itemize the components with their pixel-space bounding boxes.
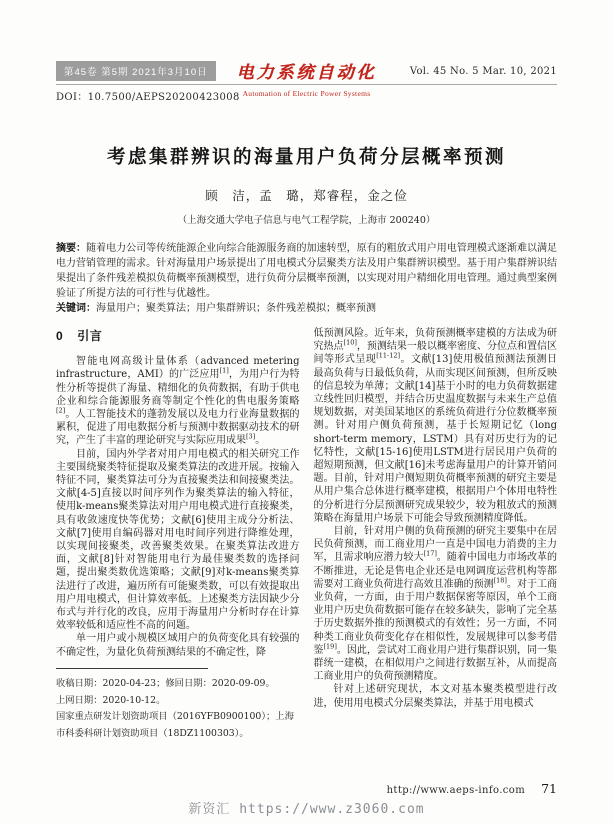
affiliation: （上海交通大学电子信息与电气工程学院，上海市 200240） [177,215,436,226]
right-column [314,327,558,743]
left-column [56,327,300,743]
paragraph: 针对上述研究现状，本文对基本聚类模型进行改进，使用用电模式分层聚类算法，并基于用电模式 [313,684,557,709]
authors: 顾 洁，孟 璐，郑睿程，金之俭 [205,188,408,203]
article-content [56,143,557,743]
keywords [56,301,557,316]
paragraph: 智能电网高级计量体系（advanced metering infrastructure，AMI）的广泛应用[1]，为用户行为特性分析等提供了海量、精细化的负荷数据，有助于供电企业和综合能源服务商等制定个性化的售电服务策略[2]。人工智能技术的蓬勃发展以及电力行业海量数据的累积，促进了用电数据分析与预测中数据驱动技术的研究，产生了丰富的理论研究与实际应用成果[3]。 [56,356,300,447]
paragraph: 目前，国内外学者对用户用电模式的相关研究工作主要围绕聚类特征提取及聚类算法的改进开展。按输入特征不同，聚类算法可分为直接聚类法和间接聚类法。文献[4-5]直接以时间序列作为聚类算法的输入特征，使用k-means聚类算法对用户用电模式进行直接聚类，具有收敛速度快等优势；文献[6]使用主成分分析法、文献[7]使用自编码器对用电时间序列进行降维处理，以实现间接聚类，改善聚类效果。在聚类算法改进方面，文献[8]针对智能用电行为最佳聚类数的选择问题，提出聚类数优选策略；文献[9]对k-means聚类算法进行了改进，遍历所有可能聚类数，可以有效提取出用户用电模式，但计算效率低。上述聚类方法因缺少分布式与并行化的改良，应用于海量用户分析时存在计算效率较低和适应性不高的问题。 [56,448,300,632]
page-footer [387,781,557,796]
page-number: 71 [541,781,557,796]
doi-text: DOI：10.7500/AEPS20200423008 [56,92,240,103]
abstract-text: 随着电力公司等传统能源企业向综合能源服务商的加速转型，原有的粗放式用户用电管理模式逐渐难以满足电力营销管理的需求。针对海量用户场景提出了用电模式分层聚类方法及用户集群辨识模型。基于用户集群辨识结果提出了条件残差模拟负荷概率预测模型，进行负荷分层概率预测，以实现对用户精细化用电管理。通过典型案例验证了所提方法的可行性与优越性。 [56,243,558,299]
abstract-label: 摘要： [56,243,87,254]
abstract [56,241,557,301]
footnote-line: 收稿日期：2020-04-23；修回日期：2020-09-09。 [56,677,275,689]
journal-name-cn: 电力系统自动化 [236,63,377,83]
issue-badge: 第45卷 第5期 2021年3月10日 [56,61,216,81]
footnote-line: 国家重点研发计划资助项目（2016YFB0900100）；上海市科委科研计划资助项目（18DZ1100303）。 [56,711,294,740]
keywords-text: 海量用户；聚类算法；用户集群辨识；条件残差模拟；概率预测 [96,303,376,314]
paragraph: 目前，针对用户侧的负荷预测的研究主要集中在居民负荷预测，而工商业用户一直是中国电力消费的主力军，且需求响应潜力较大[17]。随着中国电力市场改革的不断推进，无论是售电企业还是电网调度运营机构等都需要对工商业负荷进行高效且准确的预测[18]。对于工商业负荷，一方面，由于用户数据保密等原因，单个工商业用户历史负荷数据可能存在较多缺失，影响了完全基于历史数据外推的预测模式的有效性；另一方面，不同种类工商业负荷变化存在相似性，发展规律可以参考借鉴[19]。因此，尝试对工商业用户进行集群识别，同一集群统一建模，在相似用户之间进行数据互补，从而提高工商业用户的负荷预测精度。 [313,526,558,683]
journal-name-en: Automation of Electric Power Systems [242,89,371,98]
footer-url: http://www.aeps-info.com [386,785,526,796]
keywords-label: 关键词： [56,303,96,314]
page-title: 考虑集群辨识的海量用户负荷分层概率预测 [106,146,506,167]
volume-info: Vol. 45 No. 5 Mar. 10, 2021 [409,66,557,77]
section-number: 0 [56,329,64,343]
section-title: 引言 [77,329,103,343]
section-heading [56,330,300,343]
footnote-divider [56,668,208,669]
paragraph: 低预测风险。近年来，负荷预测概率建模的方法成为研究热点[10]，预测结果一般以概率密度、分位点和置信区间等形式呈现[11-12]。文献[13]使用极值预测法预测日最高负荷与日最低负荷，从而实现区间预测，但所反映的信息较为单薄；文献[14]基于小时的电力负荷数据建立线性回归模型，并结合历史温度数据与未来生产总值规划数据，对美国某地区的系统负荷进行分位数概率预测。针对用户侧负荷预测，基于长短期记忆（long short-term memory，LSTM）具有对历史行为的记忆特性，文献[15-16]使用LSTM进行居民用户负荷的超短期预测，但文献[16]未考虑海量用户的计算开销问题。目前，针对用户侧短期负荷概率预测的研究主要是从用户集合总体进行概率建模，根据用户个体用电特性的分析进行分层预测研究成果较少，较为粗放式的预测策略在海量用户场景下可能会导致预测精度降低。 [313,328,558,524]
footnote-line: 上网日期：2020-10-12。 [56,694,166,706]
journal-logo [0,58,613,98]
watermark: 新资汇 https://www.z3060.com [188,802,425,817]
body-columns [56,327,557,743]
paragraph: 单一用户或小规模区域用户的负荷变化具有较强的不确定性，为量化负荷预测结果的不确定性，降 [56,633,300,658]
footnote [56,668,300,743]
